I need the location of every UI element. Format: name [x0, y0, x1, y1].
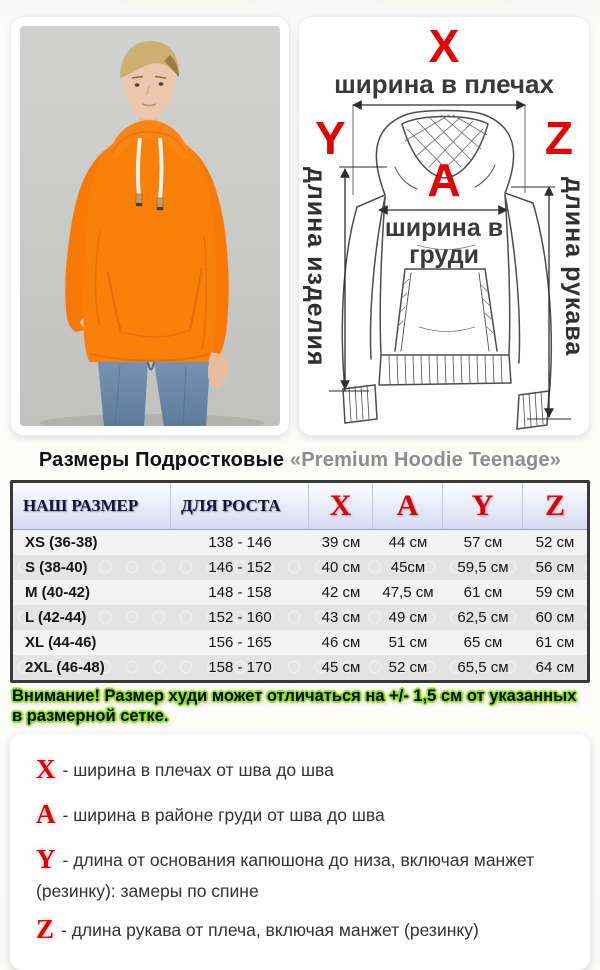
size-cell: M (40-42) [25, 584, 91, 601]
height-cell: 152 - 160 [208, 609, 272, 626]
legend-text-x: - ширина в плечах от шва до шва [62, 759, 334, 780]
z-cell: 52 см [535, 534, 575, 551]
diagram-label-shoulder-width: ширина в плечах [334, 69, 554, 99]
boy-photo-illustration [20, 26, 280, 426]
legend-text-z: - длина рукава от плеча, включая манжет (резинку) [61, 920, 479, 941]
x-cell: 43 см [321, 609, 361, 626]
legend-letter-a: A [36, 798, 56, 829]
table-header-row [13, 483, 587, 530]
legend-card [10, 734, 590, 970]
size-cell: XL (44-46) [25, 634, 97, 651]
height-cell: 148 - 158 [208, 584, 272, 601]
x-cell: 39 см [321, 534, 361, 551]
height-cell: 158 - 170 [208, 659, 272, 676]
x-cell: 40 см [321, 559, 361, 576]
legend-text-a: - ширина в районе груди от шва до шва [62, 804, 385, 825]
x-cell: 46 см [321, 634, 361, 651]
height-cell: 156 - 165 [208, 634, 272, 651]
size-tolerance-warning: Внимание! Размер худи может отличаться на +/- 1,5 см от указанных в размерной сетке. [12, 687, 577, 725]
y-cell: 61 см [463, 584, 503, 601]
legend-item-y [36, 840, 561, 905]
height-cell: 138 - 146 [208, 534, 272, 551]
title-main: Размеры Подростковые [38, 449, 285, 471]
legend-letter-y: Y [36, 843, 56, 874]
table-row [13, 530, 587, 555]
a-cell: 49 см [388, 609, 428, 626]
diagram-letter-y: Y [315, 112, 346, 164]
y-cell: 59,5 см [457, 559, 509, 576]
size-cell: L (42-44) [25, 609, 87, 626]
legend-item-a [36, 795, 561, 834]
a-cell: 44 см [388, 534, 428, 551]
model-photo-card [10, 16, 290, 436]
legend-text-y: - длина от основания капюшона до низа, включая манжет (резинку): замеры по спине [36, 849, 535, 902]
table-row [13, 580, 587, 605]
header-height: ДЛЯ РОСТА [171, 483, 309, 529]
z-cell: 64 см [535, 659, 575, 676]
size-cell: XS (36-38) [25, 534, 98, 551]
y-cell: 57 см [463, 534, 503, 551]
header-z: Z [544, 489, 565, 522]
table-row [13, 655, 587, 680]
header-size: НАШ РАЗМЕР [13, 483, 171, 529]
measurement-diagram-card [298, 16, 590, 436]
z-cell: 61 см [535, 634, 575, 651]
height-cell: 146 - 152 [208, 559, 272, 576]
header-y: Y [443, 483, 523, 529]
y-cell: 65 см [463, 634, 503, 651]
diagram-letter-z: Z [544, 112, 573, 164]
size-table [10, 480, 590, 683]
diagram-label-garment-length: длина изделия [302, 167, 330, 367]
top-section [0, 0, 600, 436]
page-title [0, 449, 600, 472]
header-a: A [373, 483, 443, 529]
table-row [13, 555, 587, 580]
diagram-label-chest-width: ширина в груди [384, 214, 504, 269]
diagram-letter-a: A [427, 154, 461, 206]
legend-letter-z: Z [36, 914, 55, 945]
diagram-letter-x: X [428, 20, 460, 72]
y-cell: 62,5 см [457, 609, 509, 626]
size-cell: 2XL (46-48) [25, 659, 105, 676]
a-cell: 52 см [388, 659, 428, 676]
table-row [13, 605, 587, 630]
boy-photo [20, 26, 280, 426]
x-cell: 45 см [321, 659, 361, 676]
diagram-label-sleeve-length: длина рукава [560, 177, 588, 357]
z-cell: 59 см [535, 584, 575, 601]
z-cell: 60 см [535, 609, 575, 626]
legend-item-x [36, 750, 561, 789]
a-cell: 47,5 см [382, 584, 434, 601]
a-cell: 51 см [388, 634, 428, 651]
z-cell: 56 см [535, 559, 575, 576]
header-x: X [309, 483, 373, 529]
size-cell: S (38-40) [25, 559, 88, 576]
legend-item-z [36, 910, 561, 949]
a-cell: 45см [390, 559, 426, 576]
y-cell: 65,5 см [457, 659, 509, 676]
legend-letter-x: X [36, 753, 56, 784]
x-cell: 42 см [321, 584, 361, 601]
title-product-name: «Premium Hoodie Teenage» [289, 449, 562, 471]
table-row [13, 630, 587, 655]
